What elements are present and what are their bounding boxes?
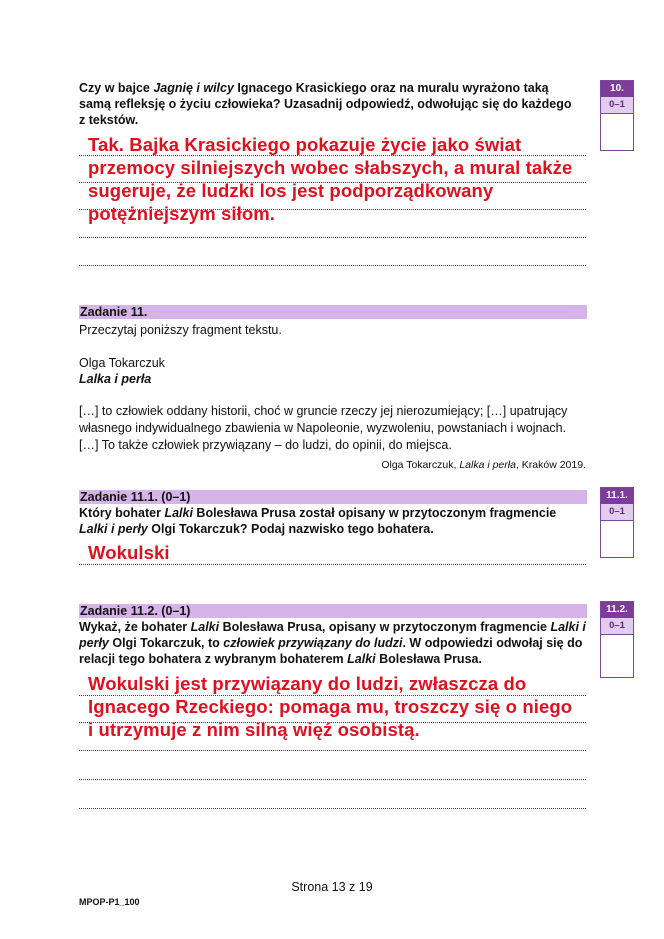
fragment-author: Olga Tokarczuk — [79, 356, 165, 370]
score-box-11-1 — [600, 487, 634, 558]
fragment-source: Olga Tokarczuk, Lalka i perła, Kraków 2019. — [381, 459, 586, 471]
fragment-title: Lalka i perła — [79, 372, 152, 386]
answer-line — [79, 750, 586, 751]
task-11-header: Zadanie 11. — [79, 305, 587, 319]
task-11-1-header: Zadanie 11.1. (0–1) — [79, 490, 587, 504]
score-box-10 — [600, 80, 634, 151]
page-number: Strona 13 z 19 — [291, 880, 373, 894]
answer-line — [79, 779, 586, 780]
question-11-2-text: Wykaż, że bohater Lalki Bolesława Prusa, opisany w przytoczonym fragmencie Lalki i perły Olgi Tokarczuk, to człowiek przywiązany do ludzi. W odpowiedzi odwołaj się do relacji tego bohatera z wybranym bohaterem Lalki Bolesława Prusa. — [79, 620, 586, 666]
answer-line — [79, 265, 586, 266]
score-number: 10. — [601, 81, 633, 97]
question-10-text: Czy w bajce Jagnię i wilcy Ignacego Krasickiego oraz na muralu wyrażono taką samą refleksję o życiu człowieka? Uzasadnij odpowiedź, odwołując się do każdego z tekstów. — [79, 81, 572, 127]
answer-11-1[interactable]: Wokulski — [88, 542, 170, 563]
answer-line — [79, 808, 586, 809]
score-field[interactable] — [601, 114, 633, 150]
answer-11-2[interactable]: Wokulski jest przywiązany do ludzi, zwłaszcza do Ignacego Rzeckiego: pomaga mu, troszczy się o niego i utrzymuje z nim silną więź osobistą. — [88, 673, 573, 740]
score-box-11-2 — [600, 601, 634, 678]
score-range: 0–1 — [601, 504, 633, 521]
score-number: 11.1. — [601, 488, 633, 504]
fragment-text: […] to człowiek oddany historii, choć w gruncie rzeczy jej nierozumiejący; […] upatrujący własnego indywidualnego zbawienia w Napoleonie, wyzwoleniu, powstaniach i wojnach. […] To także człowiek przywiązany – do ludzi, do opinii, do miejsca. — [79, 404, 568, 452]
score-range: 0–1 — [601, 97, 633, 114]
score-field[interactable] — [601, 521, 633, 557]
score-range: 0–1 — [601, 618, 633, 635]
task-11-instruction: Przeczytaj poniższy fragment tekstu. — [79, 323, 282, 337]
task-11-2-header: Zadanie 11.2. (0–1) — [79, 604, 587, 618]
answer-line — [79, 237, 586, 238]
answer-line — [79, 564, 586, 565]
question-11-1-text: Który bohater Lalki Bolesława Prusa został opisany w przytoczonym fragmencie Lalki i perły Olgi Tokarczuk? Podaj nazwisko tego bohatera. — [79, 506, 557, 536]
score-field[interactable] — [601, 635, 633, 677]
answer-10[interactable]: Tak. Bajka Krasickiego pokazuje życie jako świat przemocy silniejszych wobec słabszych, a mural także sugeruje, że ludzki los jest podporządkowany potężniejszym siłom. — [88, 134, 573, 224]
exam-code: MPOP-P1_100 — [79, 897, 140, 907]
score-number: 11.2. — [601, 602, 633, 618]
